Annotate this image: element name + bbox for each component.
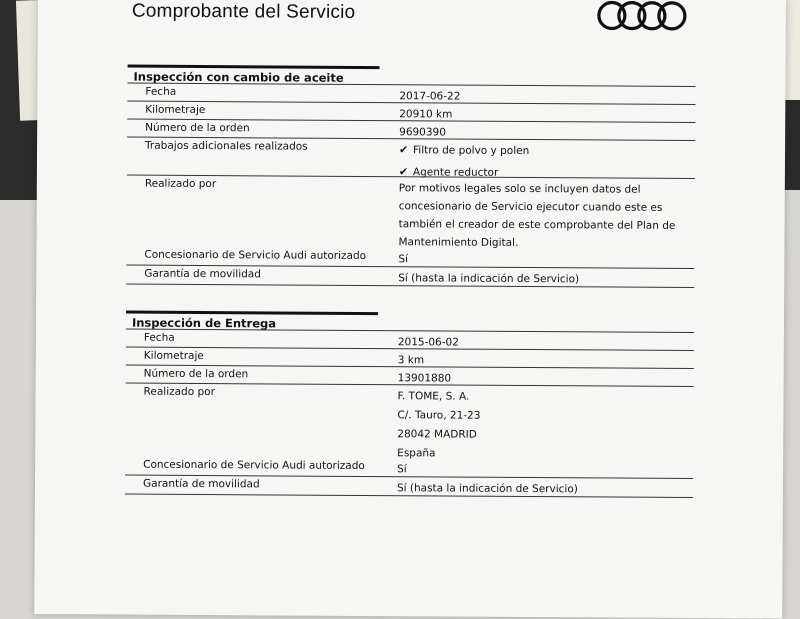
mileage-value: 20910 km	[399, 108, 453, 121]
oil-change-section	[127, 65, 695, 286]
order-label: Número de la orden	[143, 367, 249, 381]
checkmark-icon: ✔	[398, 165, 409, 179]
extra-work-item: Filtro de polvo y polen	[413, 144, 530, 158]
section-heading: Inspección de Entrega	[126, 311, 378, 331]
dealer-value: Sí	[397, 463, 407, 476]
list-item	[399, 141, 529, 164]
mobility-label: Garantía de movilidad	[144, 267, 261, 281]
mobility-row	[125, 475, 693, 498]
address-line: C/. Tauro, 21-23	[397, 409, 481, 422]
dealer-address	[397, 387, 480, 464]
performed-by-label: Realizado por	[143, 385, 215, 399]
section-heading: Inspección con cambio de aceite	[127, 65, 379, 85]
performed-by-row	[126, 175, 694, 251]
legal-notice-text: Por motivos legales solo se incluyen datos del concesionario de Servicio ejecutor cuando este es también el creador de este comprobante del Plan de Mantenimiento Digital.	[398, 182, 676, 249]
mileage-value: 3 km	[397, 354, 425, 367]
order-value: 13901880	[397, 372, 452, 385]
dealer-label: Concesionario de Servicio Audi autorizado	[144, 248, 367, 263]
date-value: 2017-06-22	[399, 90, 461, 103]
order-label: Número de la orden	[145, 121, 250, 135]
performed-by-label: Realizado por	[144, 177, 217, 191]
service-receipt-paper	[34, 0, 786, 619]
address-line: F. TOME, S. A.	[397, 390, 470, 403]
mobility-value: Sí (hasta la indicación de Servicio)	[398, 272, 580, 286]
mileage-label: Kilometraje	[143, 349, 204, 363]
date-label: Fecha	[145, 85, 177, 98]
extra-work-label: Trabajos adicionales realizados	[145, 139, 308, 153]
document-title: Comprobante del Servicio	[131, 0, 356, 23]
dealer-value: Sí	[398, 253, 409, 266]
date-label: Fecha	[143, 331, 175, 344]
delivery-inspection-section	[126, 311, 694, 496]
performed-by-row	[125, 383, 693, 467]
extra-work-row	[127, 137, 695, 179]
mobility-value: Sí (hasta la indicación de Servicio)	[396, 482, 578, 496]
dealer-label: Concesionario de Servicio Audi autorizado	[143, 458, 365, 473]
order-value: 9690390	[399, 126, 446, 139]
mobility-row	[126, 265, 694, 288]
date-value: 2015-06-02	[397, 336, 459, 349]
checkmark-icon: ✔	[399, 143, 409, 157]
extra-work-item: Agente reductor	[412, 166, 499, 179]
mileage-label: Kilometraje	[145, 103, 206, 117]
address-line: España	[397, 447, 436, 460]
address-line: 28042 MADRID	[397, 428, 477, 441]
mobility-label: Garantía de movilidad	[142, 477, 260, 491]
audi-rings-logo-icon	[594, 0, 694, 34]
